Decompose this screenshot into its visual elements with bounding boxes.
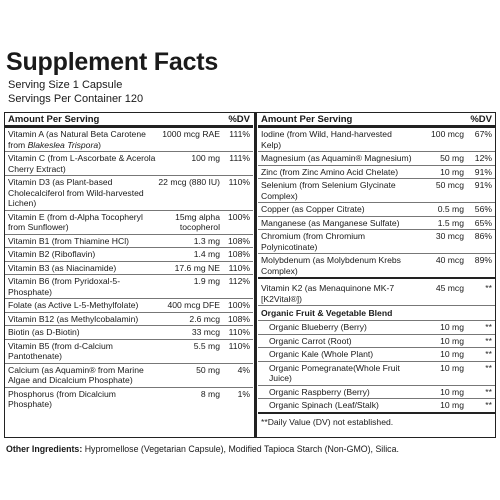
blend-item-dv: ** [485,386,492,397]
nutrient-dv: 56% [474,204,492,214]
nutrient-name: Selenium (from Selenium Glycinate Complex) [261,180,396,201]
nutrient-row [5,388,253,411]
nutrient-row [258,217,495,231]
nutrient-name: Vitamin K2 (as Menaquinone MK-7 [K2Vital®]) [261,283,395,304]
nutrient-amount: 45 mcg [435,283,464,293]
left-column [5,113,253,411]
nutrient-amount: 8 mg [200,388,220,399]
nutrient-name: Molybdenum (as Molybdenum Krebs Complex) [261,255,401,276]
nutrient-dv: 110% [228,340,250,351]
nutrient-dv: 110% [228,262,250,273]
nutrient-row [258,166,495,180]
nutrient-amount: 1000 mcg RAE [162,129,220,139]
nutrient-row [5,235,253,249]
column-divider [254,112,257,438]
nutrient-name: Vitamin D3 (as Plant-based Cholecalciferol from Wild-harvested Lichen) [8,177,144,208]
nutrient-row [258,230,495,254]
nutrient-amount: 50 mcg [435,180,464,190]
nutrient-name: Vitamin B2 (Riboflavin) [8,249,96,259]
nutrient-dv: 108% [228,249,250,259]
blend-item-dv: ** [485,400,492,410]
nutrient-amount: 15mg alpha tocopherol [175,211,220,232]
nutrient-row [258,203,495,217]
nutrient-name: Copper (as Copper Citrate) [261,204,365,214]
nutrient-dv: 110% [228,177,250,187]
blend-item-name: Organic Pomegranate(Whole Fruit Juice) [269,362,400,383]
dv-footnote: **Daily Value (DV) not established. [261,416,394,427]
right-column [258,113,495,430]
nutrient-amount: 17.6 mg NE [174,262,220,273]
nutrient-amount: 50 mg [196,364,220,375]
nutrient-amount: 400 mcg DFE [167,300,220,310]
blend-item-dv: ** [485,322,492,332]
nutrient-dv: 100% [228,211,250,222]
nutrient-name: Phosphorus (from Dicalcium Phosphate) [8,388,116,409]
blend-item-name: Organic Blueberry (Berry) [269,322,367,332]
blend-item-amount: 10 mg [440,335,464,346]
nutrient-amount: 100 mg [191,153,220,163]
blend-item [258,399,495,414]
nutrient-dv: 1% [237,388,250,399]
nutrient-row [5,299,253,313]
nutrient-row [5,340,253,364]
nutrient-dv: ** [485,283,492,293]
nutrient-name: Vitamin E (from d-Alpha Tocopheryl from Sunflower) [8,211,143,232]
nutrient-row [5,275,253,299]
nutrient-name: Vitamin B5 (from d-Calcium Pantothenate) [8,340,113,361]
blend-item [258,321,495,335]
blend-item-amount: 10 mg [440,362,464,373]
left-header [5,113,253,128]
blend-item [258,348,495,362]
nutrient-name: Biotin (as D-Biotin) [8,327,80,337]
nutrient-amount: 40 mcg [435,255,464,265]
blend-item-name: Organic Raspberry (Berry) [269,386,370,397]
nutrient-amount: 50 mg [440,153,464,163]
nutrient-row [5,152,253,176]
nutrient-dv: 108% [228,235,250,246]
nutrient-name: Vitamin B12 (as Methylcobalamin) [8,313,139,324]
servings-per-container: Servings Per Container 120 [8,93,144,105]
nutrient-name: Vitamin B1 (from Thiamine HCl) [8,235,129,246]
nutrient-name: Vitamin C (from L-Ascorbate & Acerola Cherry Extract) [8,153,156,174]
nutrient-dv: 111% [229,153,250,163]
nutrient-dv: 112% [228,276,250,286]
blend-item-amount: 10 mg [440,386,464,397]
nutrient-dv: 89% [474,255,492,265]
nutrient-row [258,152,495,166]
nutrient-amount: 1.5 mg [437,217,464,228]
vitamin-k2-row [258,279,495,306]
blend-item-amount: 10 mg [440,349,464,359]
blend-item-amount: 10 mg [440,322,464,332]
dv-header: %DV [470,113,492,125]
serving-size: Serving Size 1 Capsule [8,79,123,91]
nutrient-name: Calcium (as Aquamin® from Marine Algae and Dicalcium Phosphate) [8,364,144,385]
nutrient-amount: 33 mcg [191,327,220,337]
page-title: Supplement Facts [6,48,219,76]
nutrient-row [5,128,253,152]
nutrient-name: Vitamin A (as Natural Beta Carotene from Blakeslea Trispora) [8,129,146,150]
nutrient-row [5,326,253,340]
nutrient-dv: 110% [228,327,250,337]
nutrient-amount: 100 mcg [431,129,464,139]
nutrient-amount: 1.3 mg [193,235,220,246]
nutrient-name: Iodine (from Wild, Hand-harvested Kelp) [261,129,392,150]
nutrient-dv: 86% [474,231,492,241]
nutrient-row [5,364,253,388]
nutrient-name: Manganese (as Manganese Sulfate) [261,217,400,228]
nutrient-name: Magnesium (as Aquamin® Magnesium) [261,153,412,163]
amount-per-serving-header: Amount Per Serving [8,113,100,125]
blend-item-name: Organic Kale (Whole Plant) [269,349,374,359]
blend-item-dv: ** [485,362,492,373]
nutrient-dv: 91% [474,166,492,177]
nutrient-row [5,248,253,262]
nutrient-name: Zinc (from Zinc Amino Acid Chelate) [261,166,399,177]
nutrient-name: Vitamin B6 (from Pyridoxal-5-Phosphate) [8,276,121,297]
nutrient-dv: 12% [474,153,492,163]
nutrient-dv: 65% [474,217,492,228]
blend-item-dv: ** [485,349,492,359]
nutrient-row [258,128,495,152]
nutrient-name: Vitamin B3 (as Niacinamide) [8,262,117,273]
blend-item [258,362,495,386]
other-ingredients-text: Hypromellose (Vegetarian Capsule), Modified Tapioca Starch (Non-GMO), Silica. [82,444,399,454]
nutrient-dv: 111% [229,129,250,139]
nutrient-amount: 1.4 mg [193,249,220,259]
nutrient-dv: 108% [228,313,250,324]
nutrient-amount: 1.9 mg [193,276,220,286]
nutrient-name: Chromium (from Chromium Polynicotinate) [261,231,366,252]
amount-per-serving-header: Amount Per Serving [261,113,353,125]
nutrient-amount: 10 mg [440,166,464,177]
nutrient-amount: 2.6 mcg [189,313,220,324]
nutrient-name: Folate (as Active L-5-Methylfolate) [8,300,139,310]
nutrient-row [5,176,253,211]
nutrient-amount: 22 mcg (880 IU) [158,177,220,187]
blend-item [258,386,495,400]
dv-header: %DV [228,113,250,125]
nutrient-dv: 100% [228,300,250,310]
nutrient-amount: 5.5 mg [193,340,220,351]
nutrient-row [258,179,495,203]
nutrient-row [258,254,495,279]
blend-item-name: Organic Carrot (Root) [269,335,352,346]
blend-item-amount: 10 mg [440,400,464,410]
nutrient-row [5,262,253,276]
nutrient-row [5,211,253,235]
right-header [258,113,495,128]
nutrient-row [5,313,253,327]
nutrient-amount: 30 mcg [435,231,464,241]
blend-item-dv: ** [485,335,492,346]
other-ingredients-label: Other Ingredients: [6,444,83,454]
other-ingredients [6,444,399,454]
blend-item [258,335,495,349]
nutrient-dv: 91% [474,180,492,190]
blend-title: Organic Fruit & Vegetable Blend [258,306,495,321]
nutrient-amount: 0.5 mg [437,204,464,214]
blend-item-name: Organic Spinach (Leaf/Stalk) [269,400,379,410]
nutrient-dv: 4% [237,364,250,375]
nutrient-dv: 67% [474,129,492,139]
